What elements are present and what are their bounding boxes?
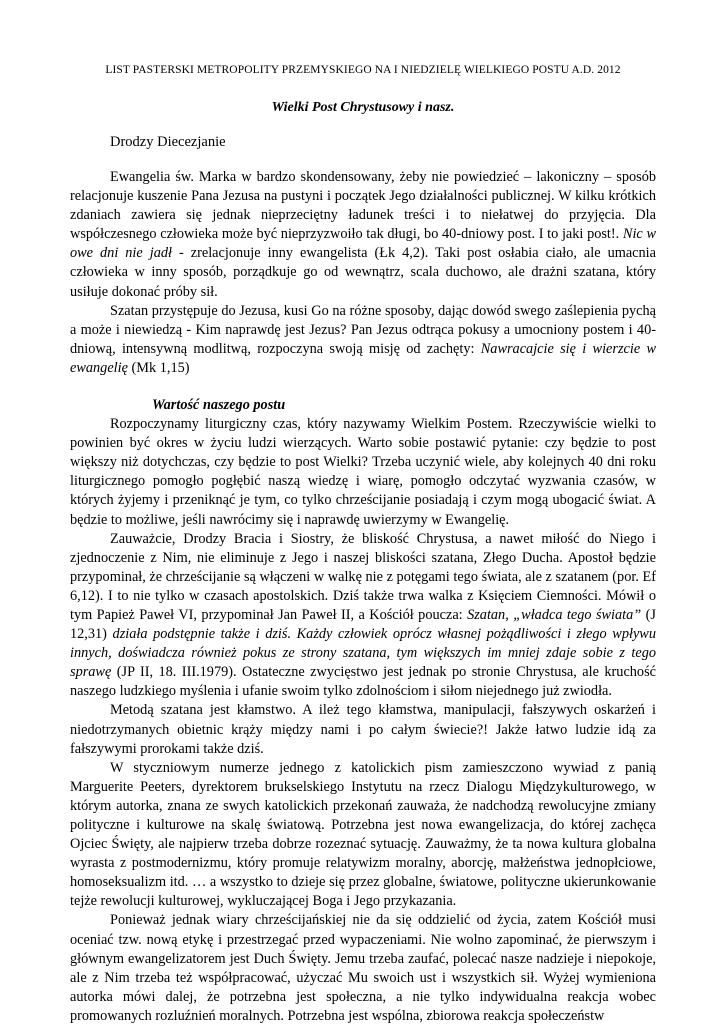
letter-header: LIST PASTERSKI METROPOLITY PRZEMYSKIEGO NA I NIEDZIELĘ WIELKIEGO POSTU A.D. 2012 — [105, 64, 621, 76]
paragraph-2-citation: (Mk 1,15) — [127, 359, 190, 376]
paragraph-4-quote-1: Szatan, „władca tego świata” — [467, 606, 642, 623]
paragraph-1-quote: Nic w owe dni nie jadł — [70, 226, 656, 262]
paragraph-4-text-e: (JP II, 18. III.1979). Ostateczne zwycięstwo jest jednak po stronie Chrystusa, ale kruchość naszego ludzkiego myślenia i ufanie swoim tylko zdolnościom i siłom niejednego już zwiodła. — [70, 664, 656, 700]
paragraph-4-citation-1: (J 12,31) — [70, 606, 656, 643]
paragraph-3: Rozpoczynamy liturgiczny czas, który nazywamy Wielkim Postem. Rzeczywiście wielki to powinien być okres w życiu ludzi wierzących. Warto sobie postawić pytanie: czy będzie to post większy niż dotychczas, czy będzie to post Wielki? Trzeba uczynić wiele, aby kolejnych 40 dni roku liturgicznego pomogło pogłębić naszą wiedzę i wiarę, pomogło odczytać wyzwania czasów, w których żyjemy i przeniknąć je tym, co tylko chrześcijanie posiadają i czym mogą ubogacić świat. A będzie to możliwe, jeśli nawrócimy się i naprawdę uwierzymy w Ewangelię. — [70, 416, 656, 528]
paragraph-4 — [70, 530, 656, 702]
paragraph-5: Metodą szatana jest kłamstwo. A ileż tego kłamstwa, manipulacji, fałszywych oskarżeń i niedotrzymanych obietnic krąży między nami i po całym świecie?! Jakże łatwo ludzie idą za fałszywymi prorokami także dziś. — [70, 702, 656, 757]
paragraph-2-text-a: Szatan przystępuje do Jezusa, kusi Go na różne sposoby, dając dowód swego zaślepienia pychą a może i niewiedzą - Kim naprawdę jest Jezus? Pan Jezus odtrąca pokusy a umocniony postem i 40-dniową, intensywną modlitwą, rozpoczyna swoją misję od zachęty: — [70, 302, 656, 357]
paragraph-4-text-a: Zauważcie, Drodzy Bracia i Siostry, że bliskość Chrystusa, a nawet miłość do Niego i zjednoczenie z Nim, nie eliminuje z Jego i naszej bliskości szatana, Złego Ducha. Apostoł będzie przypominał, że chrześcijanie są włączeni w walkę nie z potęgami tego świata, ale z szatanem (por. Ef 6,12). I to nie tylko w czasach apostolskich. Dziś także trwa walka z Księciem Ciemności. Mówił o tym Papież Paweł VI, przypominał Jan Paweł II, a Kościół poucza: — [70, 530, 656, 623]
paragraph-7: Ponieważ jednak wiary chrześcijańskiej nie da się oddzielić od życia, zatem Kościół musi oceniać tzw. nową etykę i przestrzegać przed wypaczeniami. Nie wolno zapominać, że pierwszym i głównym ewangelizatorem jest Duch Święty. Jemu trzeba zaufać, polecać nasze nadzieje i niepokoje, ale z Nim trzeba też współpracować, użyczać Mu swoich ust i wszystkich sił. Wyżej wymieniona autorka mówi dalej, że potrzebna jest społeczna, a nie tylko indywidualna reakcja wobec promowanych rozluźnień moralnych. Potrzebna jest wspólna, zbiorowa reakcja społeczeństw — [70, 912, 656, 1024]
paragraph-1-text-c: - zrelacjonuje inny ewangelista (Łk 4,2). Taki post osłabia ciało, ale umacnia człowieka w inny sposób, porządkuje go od wewnątrz, scala duchowo, ale drażni szatana, który usiłuje dokonać próby sił. — [70, 245, 656, 300]
section-heading: Wartość naszego postu — [152, 397, 286, 414]
paragraph-2 — [70, 302, 656, 378]
letter-title: Wielki Post Chrystusowy i nasz. — [271, 100, 455, 115]
paragraph-1 — [70, 168, 656, 302]
paragraph-4-quote-2: działa podstępnie także i dziś. Każdy człowiek oprócz własnej pożądliwości i złego wpływu innych, doświadcza również pokus ze strony szatana, tym większych im mniej zdaje sobie z tego sprawę — [70, 626, 656, 681]
greeting: Drodzy Diecezjanie — [110, 134, 226, 150]
paragraph-6: W styczniowym numerze jednego z katolickich pism zamieszczono wywiad z panią Marguerite Peeters, dyrektorem brukselskiego Instytutu na rzecz Dialogu Międzykulturowego, w którym autorka, znana ze swych katolickich przekonań zauważa, że nadchodzą rewolucyjne zmiany polityczne i kulturowe na skalę światową. Potrzebna jest nowa ewangelizacja, do której zachęca Ojciec Święty, ale najpierw trzeba dobrze rozeznać sytuację. Zauważmy, że ta nowa kultura globalna wyrasta z postmodernizmu, który promuje relatywizm moralny, aborcję, małżeństwa jednopłciowe, homoseksualizm itd. … a wszystko to dzieje się przez globalne, światowe, polityczne ukierunkowanie tejże rewolucji kulturowej, wykluczającej Boga i Jego przykazania. — [70, 759, 656, 910]
paragraph-1-text-a: Ewangelia św. Marka w bardzo skondensowany, żeby nie powiedzieć – lakoniczny – sposób relacjonuje kuszenie Pana Jezusa na pustyni i początek Jego działalności publicznej. W kilku krótkich zdaniach zawiera się jednak nieprzeciętny ładunek treści i to niełatwej do przyjęcia. Dla współczesnego człowieka może być nieprzyzwoiło tak długi, bo 40-dniowy post. I to jaki post!. — [70, 169, 656, 243]
paragraph-2-quote: Nawracajcie się i wierzcie w ewangelię — [70, 340, 656, 376]
